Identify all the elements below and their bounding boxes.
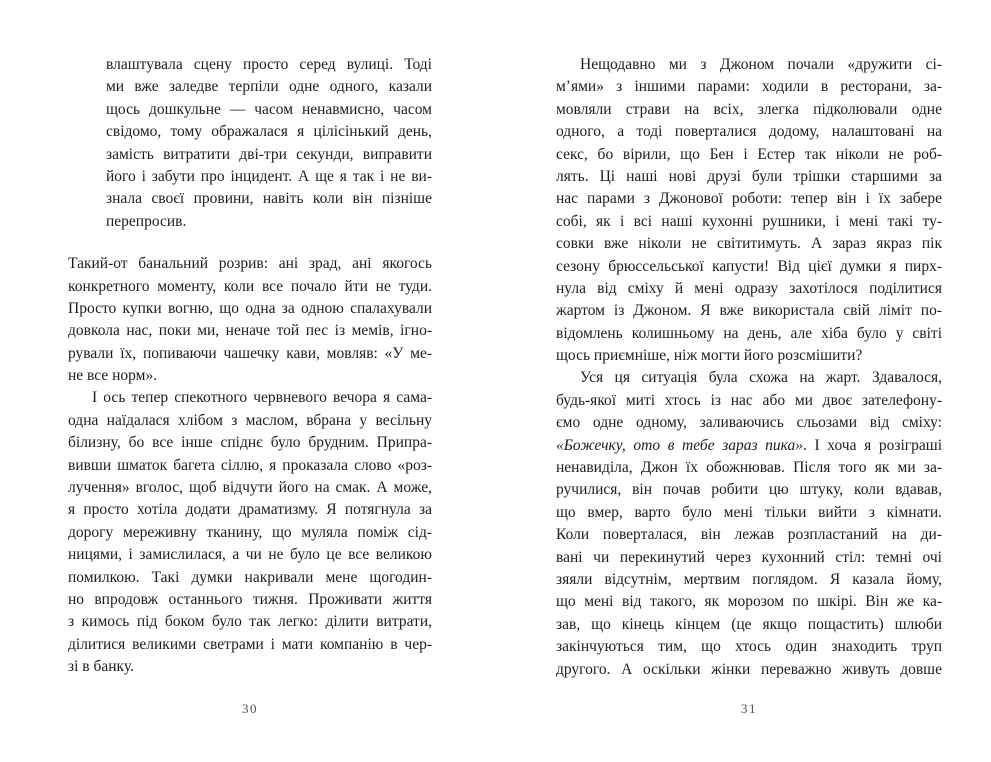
text-line: з кимось під боком було так легко: ділити витрати,: [68, 613, 432, 631]
text-line: Нещодавно ми з Джоном почали «дружити сі-: [580, 56, 942, 73]
text-line: зі в банку.: [68, 658, 134, 676]
text-line: що вмер, варто було мені тільки вийти з кімнати.: [556, 503, 942, 521]
text-line: щось приємніше, ніж могти його розсмішити?: [556, 347, 863, 365]
text-line: другого. А оскільки жінки переважно живуть довше: [556, 660, 942, 678]
text-line: ницями, і замислилася, а чи не було це все великою: [68, 546, 432, 564]
text-line: щось дошкульне — часом ненавмисно, часом: [106, 100, 432, 118]
text-line: м’ями» з іншими парами: ходили в ресторани, за-: [556, 78, 942, 96]
text-line: не все норм».: [68, 367, 158, 385]
text-line: вивши шматок багета сіллю, я проказала слово «роз-: [68, 456, 432, 474]
continuation-indented-block: [106, 54, 432, 233]
text-line: одна наїдалася хлібом з маслом, вбрана у весільну: [68, 411, 432, 429]
text-line: лучення» вголос, щоб відчути його на смак. А може,: [68, 479, 432, 497]
paragraph: [556, 367, 942, 680]
text-line: довкола нас, поки ми, неначе той пес із мемів, ігно-: [68, 322, 432, 340]
italic-quote-text: «Божечку, ото в тебе зараз пика»: [556, 436, 804, 454]
text-line: замість витратити дві-три секунди, виправити: [106, 145, 432, 163]
right-page-number: 31: [741, 701, 757, 716]
text-line: одного, а тоді поверталися додому, налаштовані на: [556, 123, 942, 141]
text-line: собі, як і всі наші кухонні рушники, і мені такі ту-: [556, 212, 942, 230]
text-line: ручилися, він почав робити цю штуку, коли вдавав,: [556, 481, 942, 499]
text-line: ємо одне одному, заливаючись сльозами від сміху:: [556, 414, 942, 432]
text-line: нула від сміху й мені одразу захотілося поділитися: [556, 279, 942, 297]
paragraph: [68, 387, 432, 678]
text-line: совки вже ніколи не світитимуть. А зараз якраз пік: [556, 235, 942, 253]
text-line: секс, бо вірили, що Бен і Естер так ніколи не роб-: [556, 145, 942, 163]
text-line: жартом із Джоном. Я вже використала свій ліміт по-: [556, 302, 942, 320]
text-line: помилкою. Такі думки накривали мене щогодин-: [68, 568, 432, 586]
left-page-text-column: [68, 54, 432, 679]
text-line: що мені від такого, як морозом по шкірі. Він же ка-: [556, 593, 942, 611]
paragraph: [68, 253, 432, 387]
text-line: його і забути про інцидент. А ще я так і не ви-: [106, 167, 432, 185]
text-line: мовляли страви на всіх, злегка підколювали одне: [556, 100, 942, 118]
text-line: Уся ця ситуація була схожа на жарт. Здавалося,: [580, 369, 942, 387]
text-line: лять. Ці наші нові друзі були трішки старшими за: [556, 167, 942, 185]
left-page-number: 30: [242, 701, 258, 716]
text-line: рували їх, попиваючи чашечку кави, мовляв: «У ме-: [68, 344, 432, 362]
text-line: дорогу мереживну тканину, що муляла поміж сід-: [68, 523, 432, 541]
text-line: знала своєї провини, навіть коли він пізніше: [106, 190, 432, 208]
text-line: ми вже заледве терпіли одне одного, казали: [106, 78, 432, 96]
text-line: сезону брюссельської капусти! Від цієї думки я пирх-: [556, 257, 942, 275]
text-line: зяяли відсутнім, мертвим поглядом. Я казала йому,: [556, 570, 942, 588]
right-page: [556, 54, 942, 681]
right-page-text-column: [556, 54, 942, 681]
text-line: зав, що кінець кінцем (це якщо пощастить) шлюби: [556, 615, 942, 633]
text-line: вані чи перекинутий через кухонний стіл: темні очі: [556, 548, 942, 566]
text-line: відомлень колишньому на день, але хіба було у світі: [556, 324, 942, 342]
text-line: закінчуються тим, що хтось один знаходить труп: [556, 638, 942, 656]
text-line: нас парами з Джонової роботи: тепер він і їх забере: [556, 190, 942, 208]
text-line: ділитися великими светрами і мати компанію в чер-: [68, 635, 432, 653]
text-line: білизну, бо все інше спіднє було брудним. Припра-: [68, 434, 432, 452]
text-line: но впродовж останнього тижня. Проживати життя: [68, 590, 432, 608]
text-line: перепросив.: [106, 212, 187, 230]
text-segment: . І хоча я розіграші: [803, 436, 942, 454]
text-line: Коли поверталася, він лежав розпластаний на ди-: [556, 526, 942, 544]
text-line: Просто купки вогню, що одна за одною спалахували: [68, 299, 432, 317]
text-line: свідомо, тому ображалася я цілісінький день,: [106, 123, 432, 141]
text-line: конкретного моменту, коли все почало йти не туди.: [68, 277, 432, 295]
text-line: будь-якої миті хтось із нас або ми двоє зателефону-: [556, 391, 942, 409]
text-line: [556, 435, 942, 457]
text-line: я просто хотіла додати драматизму. Я потягнула за: [68, 501, 432, 519]
text-line: І ось тепер спекотного червневого вечора я сама-: [92, 389, 432, 407]
text-line: Такий-от банальний розрив: ані зрад, ані якогось: [68, 255, 432, 273]
left-page: [68, 54, 432, 679]
text-line: влаштувала сцену просто серед вулиці. Тоді: [106, 56, 432, 73]
paragraph: [556, 54, 942, 367]
text-line: ненавиділа, Джон їх обожнював. Після того як ми за-: [556, 459, 942, 477]
